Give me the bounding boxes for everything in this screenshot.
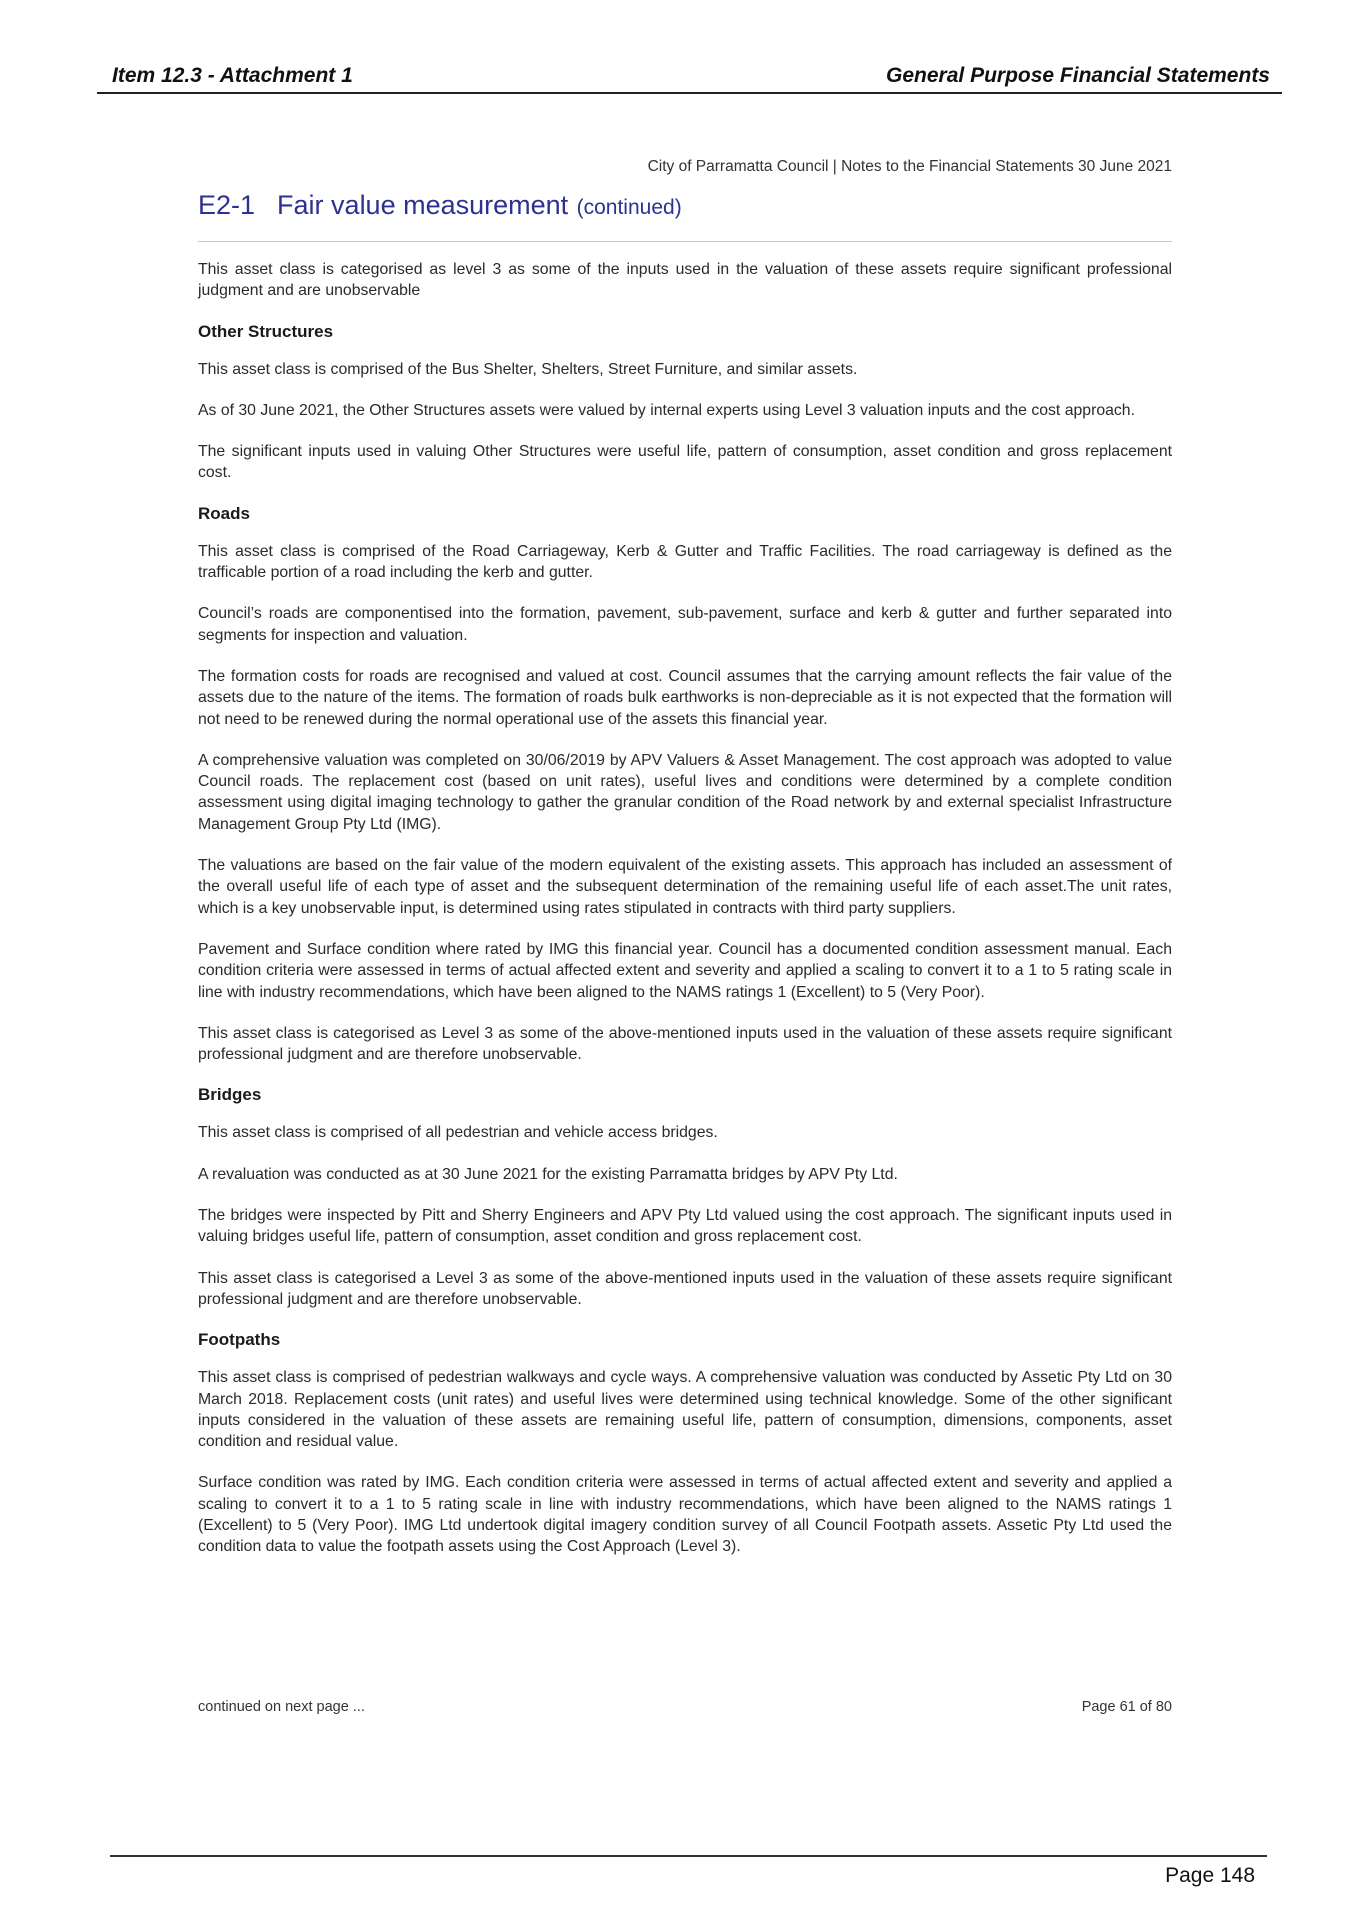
paragraph: The significant inputs used in valuing Other Structures were useful life, pattern of consumption, asset condition and gross replacement cost. [198, 443, 1172, 482]
paragraph: A revaluation was conducted as at 30 June 2021 for the existing Parramatta bridges by APV Pty Ltd. [198, 1165, 898, 1183]
paragraph: Council’s roads are componentised into the formation, pavement, sub-pavement, surface and kerb & gutter and further separated into segments for inspection and valuation. [198, 605, 1172, 644]
section-name: Fair value measurement [277, 190, 569, 220]
attachment-header [97, 62, 1282, 94]
continued-note: continued on next page ... [198, 1699, 365, 1715]
heading-other-structures: Other Structures [198, 321, 334, 341]
document-type-label: General Purpose Financial Statements [886, 64, 1270, 87]
paragraph: The formation costs for roads are recognised and valued at cost. Council assumes that the carrying amount reflects the fair value of the assets due to the nature of the items. The formation of roads bulk earthworks is non-depreciable as it is not expected that the formation will not need to be renewed during the normal operational use of the assets this financial year. [198, 667, 1172, 728]
paragraph: The bridges were inspected by Pitt and Sherry Engineers and APV Pty Ltd valued using the cost approach. The significant inputs used in valuing bridges useful life, pattern of consumption, asset condition and gross replacement cost. [198, 1207, 1172, 1246]
paragraph: Surface condition was rated by IMG. Each condition criteria were assessed in terms of actual affected extent and severity and applied a scaling to convert it to a 1 to 5 rating scale in line with industry recommendations, which have been aligned to the NAMS ratings 1 (Excellent) to 5 (Very Poor). IMG Ltd undertook digital imagery condition survey of all Council Footpath assets. Assetic Pty Ltd used the condition data to value the footpath assets using the Cost Approach (Level 3). [198, 1474, 1172, 1556]
document-source-line: City of Parramatta Council | Notes to the Financial Statements 30 June 2021 [647, 158, 1172, 175]
heading-footpaths: Footpaths [198, 1330, 281, 1350]
paragraph: The valuations are based on the fair value of the modern equivalent of the existing assets. This approach has included an assessment of the overall useful life of each type of asset and the subsequent determination of the remaining useful life of each asset.The unit rates, which is a key unobservable input, is determined using rates stipulated in contracts with third party suppliers. [198, 857, 1172, 917]
heading-roads: Roads [198, 503, 250, 523]
document-body [198, 259, 1172, 1578]
paragraph: This asset class is comprised of pedestrian walkways and cycle ways. A comprehensive valuation was conducted by Assetic Pty Ltd on 30 March 2018. Replacement costs (unit rates) and useful lives were determined using technical knowledge. Some of the other significant inputs considered in the valuation of these assets are remaining useful life, pattern of consumption, dimensions, components, asset condition and residual value. [198, 1369, 1172, 1451]
paragraph: As of 30 June 2021, the Other Structures assets were valued by internal experts using Level 3 valuation inputs and the cost approach. [198, 401, 1135, 419]
section-number: E2-1 [198, 190, 256, 220]
page-of-count: Page 61 of 80 [1081, 1699, 1172, 1715]
title-divider [198, 241, 1172, 242]
paragraph: This asset class is categorised a Level 3 as some of the above-mentioned inputs used in the valuation of these assets require significant professional judgment and are therefore unobservable. [198, 1269, 1172, 1308]
paragraph: A comprehensive valuation was completed on 30/06/2019 by APV Valuers & Asset Management. The cost approach was adopted to value Council roads. The replacement cost (based on unit rates), useful lives and conditions were determined by a complete condition assessment using digital imaging technology to gather the granular condition of the Road network by and external specialist Infrastructure Management Group Pty Ltd (IMG). [198, 751, 1172, 833]
section-continued-label: (continued) [576, 196, 682, 219]
section-title [198, 190, 682, 221]
attachment-label: Item 12.3 - Attachment 1 [112, 64, 353, 87]
intro-paragraph: This asset class is categorised as level 3 as some of the inputs used in the valuation of these assets require significant professional judgment and are unobservable [198, 261, 1172, 300]
heading-bridges: Bridges [198, 1085, 262, 1105]
footer-divider [110, 1855, 1267, 1857]
paragraph: This asset class is comprised of the Road Carriageway, Kerb & Gutter and Traffic Facilities. The road carriageway is defined as the trafficable portion of a road including the kerb and gutter. [198, 542, 1172, 582]
paragraph: This asset class is comprised of all pedestrian and vehicle access bridges. [198, 1124, 718, 1142]
paragraph: Pavement and Surface condition where rated by IMG this financial year. Council has a documented condition assessment manual. Each condition criteria were assessed in terms of actual affected extent and severity and applied a scaling to convert it to a 1 to 5 rating scale in line with industry recommendations, which have been aligned to the NAMS ratings 1 (Excellent) to 5 (Very Poor). [198, 940, 1172, 1001]
paragraph: This asset class is categorised as Level 3 as some of the above-mentioned inputs used in the valuation of these assets require significant professional judgment and are therefore unobservable. [198, 1024, 1172, 1064]
paragraph: This asset class is comprised of the Bus Shelter, Shelters, Street Furniture, and similar assets. [198, 360, 858, 378]
page-number: Page 148 [1165, 1864, 1255, 1887]
